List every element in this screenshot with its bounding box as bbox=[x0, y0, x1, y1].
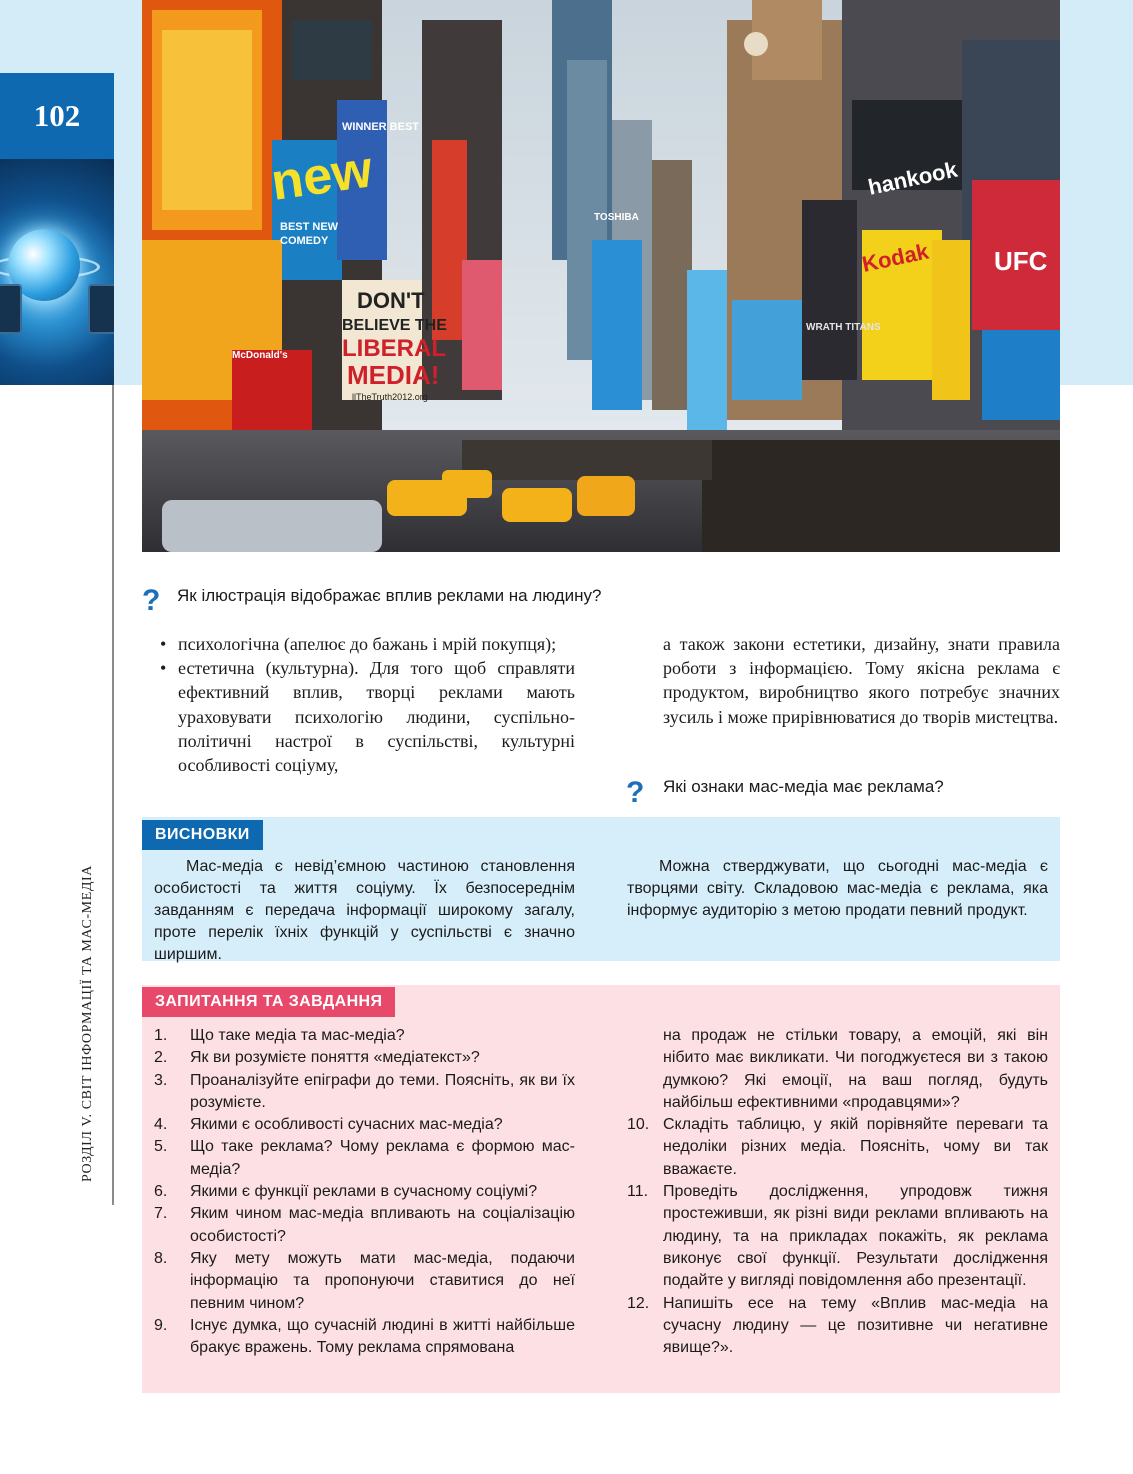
conclusions-right-text: Можна стверджувати, що сьогодні мас-медіа є творцями світу. Складовою мас-медіа є реклама, яка інформує аудиторію з метою продати певний продукт. bbox=[627, 858, 1048, 919]
body-left-column bbox=[160, 632, 575, 777]
sign-toshiba: TOSHIBA bbox=[594, 212, 639, 223]
device-icon bbox=[0, 284, 22, 334]
page-number: 102 bbox=[0, 73, 114, 159]
sign-believe: BELIEVE THE bbox=[342, 317, 447, 334]
item-number: 7. bbox=[154, 1205, 168, 1223]
list-item bbox=[627, 1114, 1048, 1181]
sign-mcdonalds: McDonald's bbox=[232, 350, 288, 361]
list-item bbox=[154, 1136, 575, 1181]
item-number: 2. bbox=[154, 1049, 168, 1067]
item-number: 8. bbox=[154, 1249, 168, 1267]
item-text: Напишіть есе на тему «Вплив мас-медіа на сучасну людину — це позитивне чи негативне явище?». bbox=[663, 1294, 1048, 1357]
questions-label: ЗАПИТАННЯ ТА ЗАВДАННЯ bbox=[142, 987, 395, 1017]
item-text: Якими є функції реклами в сучасному соціумі? bbox=[190, 1183, 538, 1201]
item-text: Що таке медіа та мас-медіа? bbox=[190, 1027, 405, 1044]
question-mark-icon: ? bbox=[626, 776, 645, 809]
list-item bbox=[627, 1293, 1048, 1360]
item-number: 11. bbox=[627, 1183, 649, 1201]
item-number: 4. bbox=[154, 1116, 168, 1134]
sign-best-new: BEST NEW bbox=[280, 221, 339, 233]
sign-dont: DON'T bbox=[357, 288, 425, 313]
question-mark-icon: ? bbox=[142, 584, 161, 617]
list-item bbox=[627, 1181, 1048, 1292]
device-icon bbox=[88, 284, 114, 334]
item-number: 9. bbox=[154, 1316, 168, 1334]
item-text: Що таке реклама? Чому реклама є формою мас-медіа? bbox=[190, 1138, 575, 1178]
conclusions-label: ВИСНОВКИ bbox=[142, 820, 263, 850]
sign-liberal: LIBERAL bbox=[342, 335, 446, 362]
sign-new: new bbox=[267, 140, 376, 212]
list-item bbox=[154, 1070, 575, 1115]
sign-media: MEDIA! bbox=[347, 360, 440, 390]
item-number: 1. bbox=[154, 1027, 168, 1044]
body-right-column: а також закони естетики, дизайну, знати правила роботи з інформацією. Тому якісна реклама є продуктом, виробництво якого потребує значних зусиль і може прирівнюватися до творів мистецтва. bbox=[663, 634, 1060, 727]
sign-hankook: hankook bbox=[865, 156, 960, 200]
question-text: Як ілюстрація відображає вплив реклами на людину? bbox=[177, 586, 602, 605]
item-text: Яку мету можуть мати мас-медіа, подаючи інформацію та пропонуючи ставитися до неї певним чином? bbox=[190, 1249, 575, 1312]
list-item bbox=[154, 1047, 575, 1069]
item-text: на продаж не стільки товару, а емоцій, які він нібито має викликати. Чи погоджуєтеся ви з такою думкою? Які емоції, на ваш погляд, будуть найбільш ефективними «продавцями»? bbox=[663, 1027, 1048, 1111]
item-number: 3. bbox=[154, 1071, 168, 1089]
list-item: • психологічна (апелює до бажань і мрій покупця); bbox=[160, 632, 575, 656]
list-item bbox=[154, 1114, 575, 1136]
item-text: Складіть таблицю, у якій порівняйте переваги та недоліки різних медіа. Поясніть, чому ви так вважаєте. bbox=[663, 1116, 1048, 1178]
item-number: 5. bbox=[154, 1138, 168, 1156]
side-divider bbox=[112, 385, 114, 1205]
list-item bbox=[154, 1203, 575, 1248]
list-item bbox=[154, 1315, 575, 1360]
sign-url: llTheTruth2012.org bbox=[352, 392, 428, 402]
sign-kodak: Kodak bbox=[859, 238, 931, 277]
questions-right-list bbox=[627, 1025, 1048, 1359]
list-item-continuation bbox=[627, 1025, 1048, 1114]
section-title: РОЗДІЛ V. СВІТ ІНФОРМАЦІЇ ТА МАС-МЕДІА bbox=[80, 865, 95, 1182]
sign-winner: WINNER BEST bbox=[342, 121, 419, 133]
item-number: 6. bbox=[154, 1183, 168, 1201]
questions-left-list bbox=[154, 1025, 575, 1359]
sign-titans: WRATH TITANS bbox=[806, 322, 881, 333]
item-text: Існує думка, що сучасній людині в житті найбільше бракує вражень. Тому реклама спрямована bbox=[190, 1316, 575, 1357]
sign-comedy: COMEDY bbox=[280, 235, 329, 247]
photo-drawing bbox=[142, 0, 1060, 552]
question-text: Які ознаки мас-медіа має реклама? bbox=[663, 777, 944, 796]
list-item bbox=[154, 1025, 575, 1047]
list-item: • естетична (культурна). Для того щоб справляти ефективний вплив, творці реклами мають ураховувати психологію людини, суспільно-політичні настрої в суспільстві, культурні особливості соціуму, bbox=[160, 656, 575, 777]
item-text: Яким чином мас-медіа впливають на соціалізацію особистості? bbox=[190, 1205, 575, 1245]
conclusions-left-text: Мас-медіа є невід’ємною частиною становлення особистості та життя соціуму. Їх безпосереднім завданням є передача інформації широкому загалу, проте перелік їхніх функцій у суспільстві є значно ширшим. bbox=[154, 858, 575, 963]
item-text: Якими є особливості сучасних мас-медіа? bbox=[190, 1116, 503, 1134]
item-number: 10. bbox=[627, 1116, 650, 1134]
item-text: Як ви розумієте поняття «медіатекст»? bbox=[190, 1049, 480, 1067]
sign-ufc: UFC bbox=[994, 246, 1048, 276]
item-text: Проведіть дослідження, упродовж тижня простеживши, як різні види реклами впливають на людину, та на прикладах покажіть, як реклама виконує свої функції. Результати дослідження подайте у вигляді повідомлення або презентації. bbox=[663, 1183, 1048, 1290]
item-text: Проаналізуйте епіграфи до теми. Поясніть, як ви їх розумієте. bbox=[190, 1071, 575, 1111]
list-item bbox=[154, 1181, 575, 1203]
section-illustration bbox=[0, 159, 114, 385]
item-number: 12. bbox=[627, 1294, 650, 1312]
list-item bbox=[154, 1248, 575, 1315]
times-square-photo bbox=[142, 0, 1060, 552]
